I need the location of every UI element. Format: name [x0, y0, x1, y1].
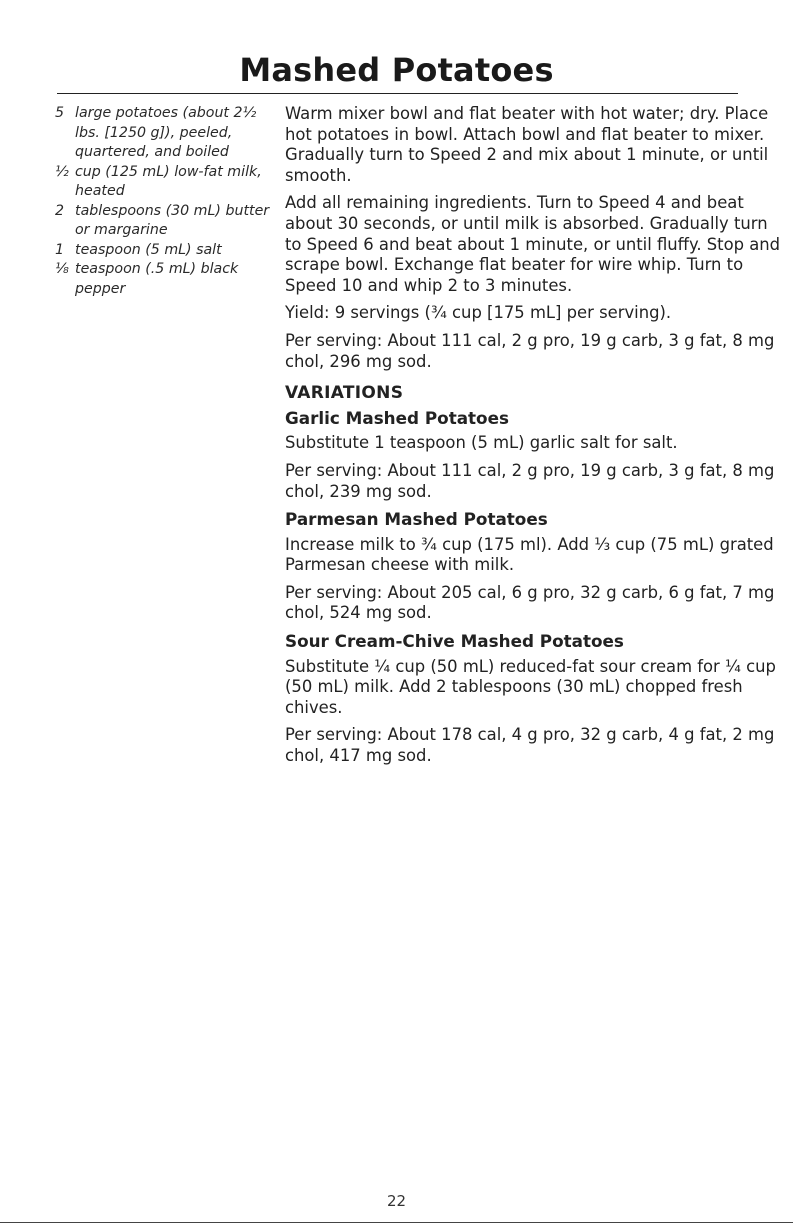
ingredient-description: teaspoon (.5 mL) black pepper [75, 261, 239, 297]
ingredient-quantity: 5 [55, 105, 65, 121]
ingredient-description: large potatoes (about 2½ lbs. [1250 g]), peeled, quartered, and boiled [75, 105, 257, 160]
yield-text: Yield: 9 servings (¾ cup [175 mL] per serving). [285, 303, 672, 323]
ingredient-quantity: ⅛ [55, 261, 69, 277]
variation-text: Substitute ¼ cup (50 mL) reduced-fat sour cream for ¼ cup (50 mL) milk. Add 2 tablespoons (30 mL) chopped fresh chives. [285, 656, 776, 717]
variation-title-sour-cream-chive: Sour Cream-Chive Mashed Potatoes [285, 631, 624, 652]
direction-paragraph: Add all remaining ingredients. Turn to Speed 4 and beat about 30 seconds, or until milk is absorbed. Gradually turn to Speed 6 and beat about 1 minute, or until fluffy. Stop and scrape bowl. Exchange flat beater for wire whip. Turn to Speed 10 and whip 2 to 3 minutes. [285, 193, 781, 295]
page-number: 22 [386, 1192, 407, 1210]
recipe-instructions [285, 104, 785, 774]
variation-title-parmesan: Parmesan Mashed Potatoes [285, 509, 548, 530]
ingredient-description: teaspoon (5 mL) salt [75, 241, 222, 258]
bottom-divider [0, 1222, 793, 1223]
ingredient-item [55, 163, 280, 202]
ingredient-quantity: 1 [55, 241, 65, 258]
variation-nutrition: Per serving: About 111 cal, 2 g pro, 19 g carb, 3 g fat, 8 mg chol, 239 mg sod. [285, 460, 775, 501]
variation-text: Substitute 1 teaspoon (5 mL) garlic salt for salt. [285, 433, 678, 453]
ingredient-description: cup (125 mL) low-fat milk, heated [75, 163, 262, 199]
ingredient-item [55, 260, 280, 299]
ingredient-quantity: ½ [55, 163, 69, 180]
ingredient-item [55, 241, 280, 261]
variation-nutrition: Per serving: About 205 cal, 6 g pro, 32 g carb, 6 g fat, 7 mg chol, 524 mg sod. [285, 582, 775, 623]
variation-nutrition: Per serving: About 178 cal, 4 g pro, 32 g carb, 4 g fat, 2 mg chol, 417 mg sod. [285, 725, 775, 766]
ingredient-item [55, 202, 280, 241]
title-divider [57, 93, 738, 94]
variation-text: Increase milk to ¾ cup (175 ml). Add ⅓ cup (75 mL) grated Parmesan cheese with milk. [285, 534, 774, 575]
ingredient-description: tablespoons (30 mL) butter or margarine [75, 202, 270, 238]
variations-heading: VARIATIONS [285, 383, 404, 404]
nutrition-text: Per serving: About 111 cal, 2 g pro, 19 g carb, 3 g fat, 8 mg chol, 296 mg sod. [285, 330, 775, 371]
ingredient-item [55, 104, 280, 163]
variation-title-garlic: Garlic Mashed Potatoes [285, 407, 509, 428]
ingredient-list [55, 104, 280, 299]
direction-paragraph: Warm mixer bowl and flat beater with hot water; dry. Place hot potatoes in bowl. Attach bowl and flat beater to mixer. Gradually turn to Speed 2 and mix about 1 minute, or until smooth. [285, 104, 769, 185]
page-title: Mashed Potatoes [239, 51, 554, 89]
ingredient-quantity: 2 [55, 202, 65, 219]
